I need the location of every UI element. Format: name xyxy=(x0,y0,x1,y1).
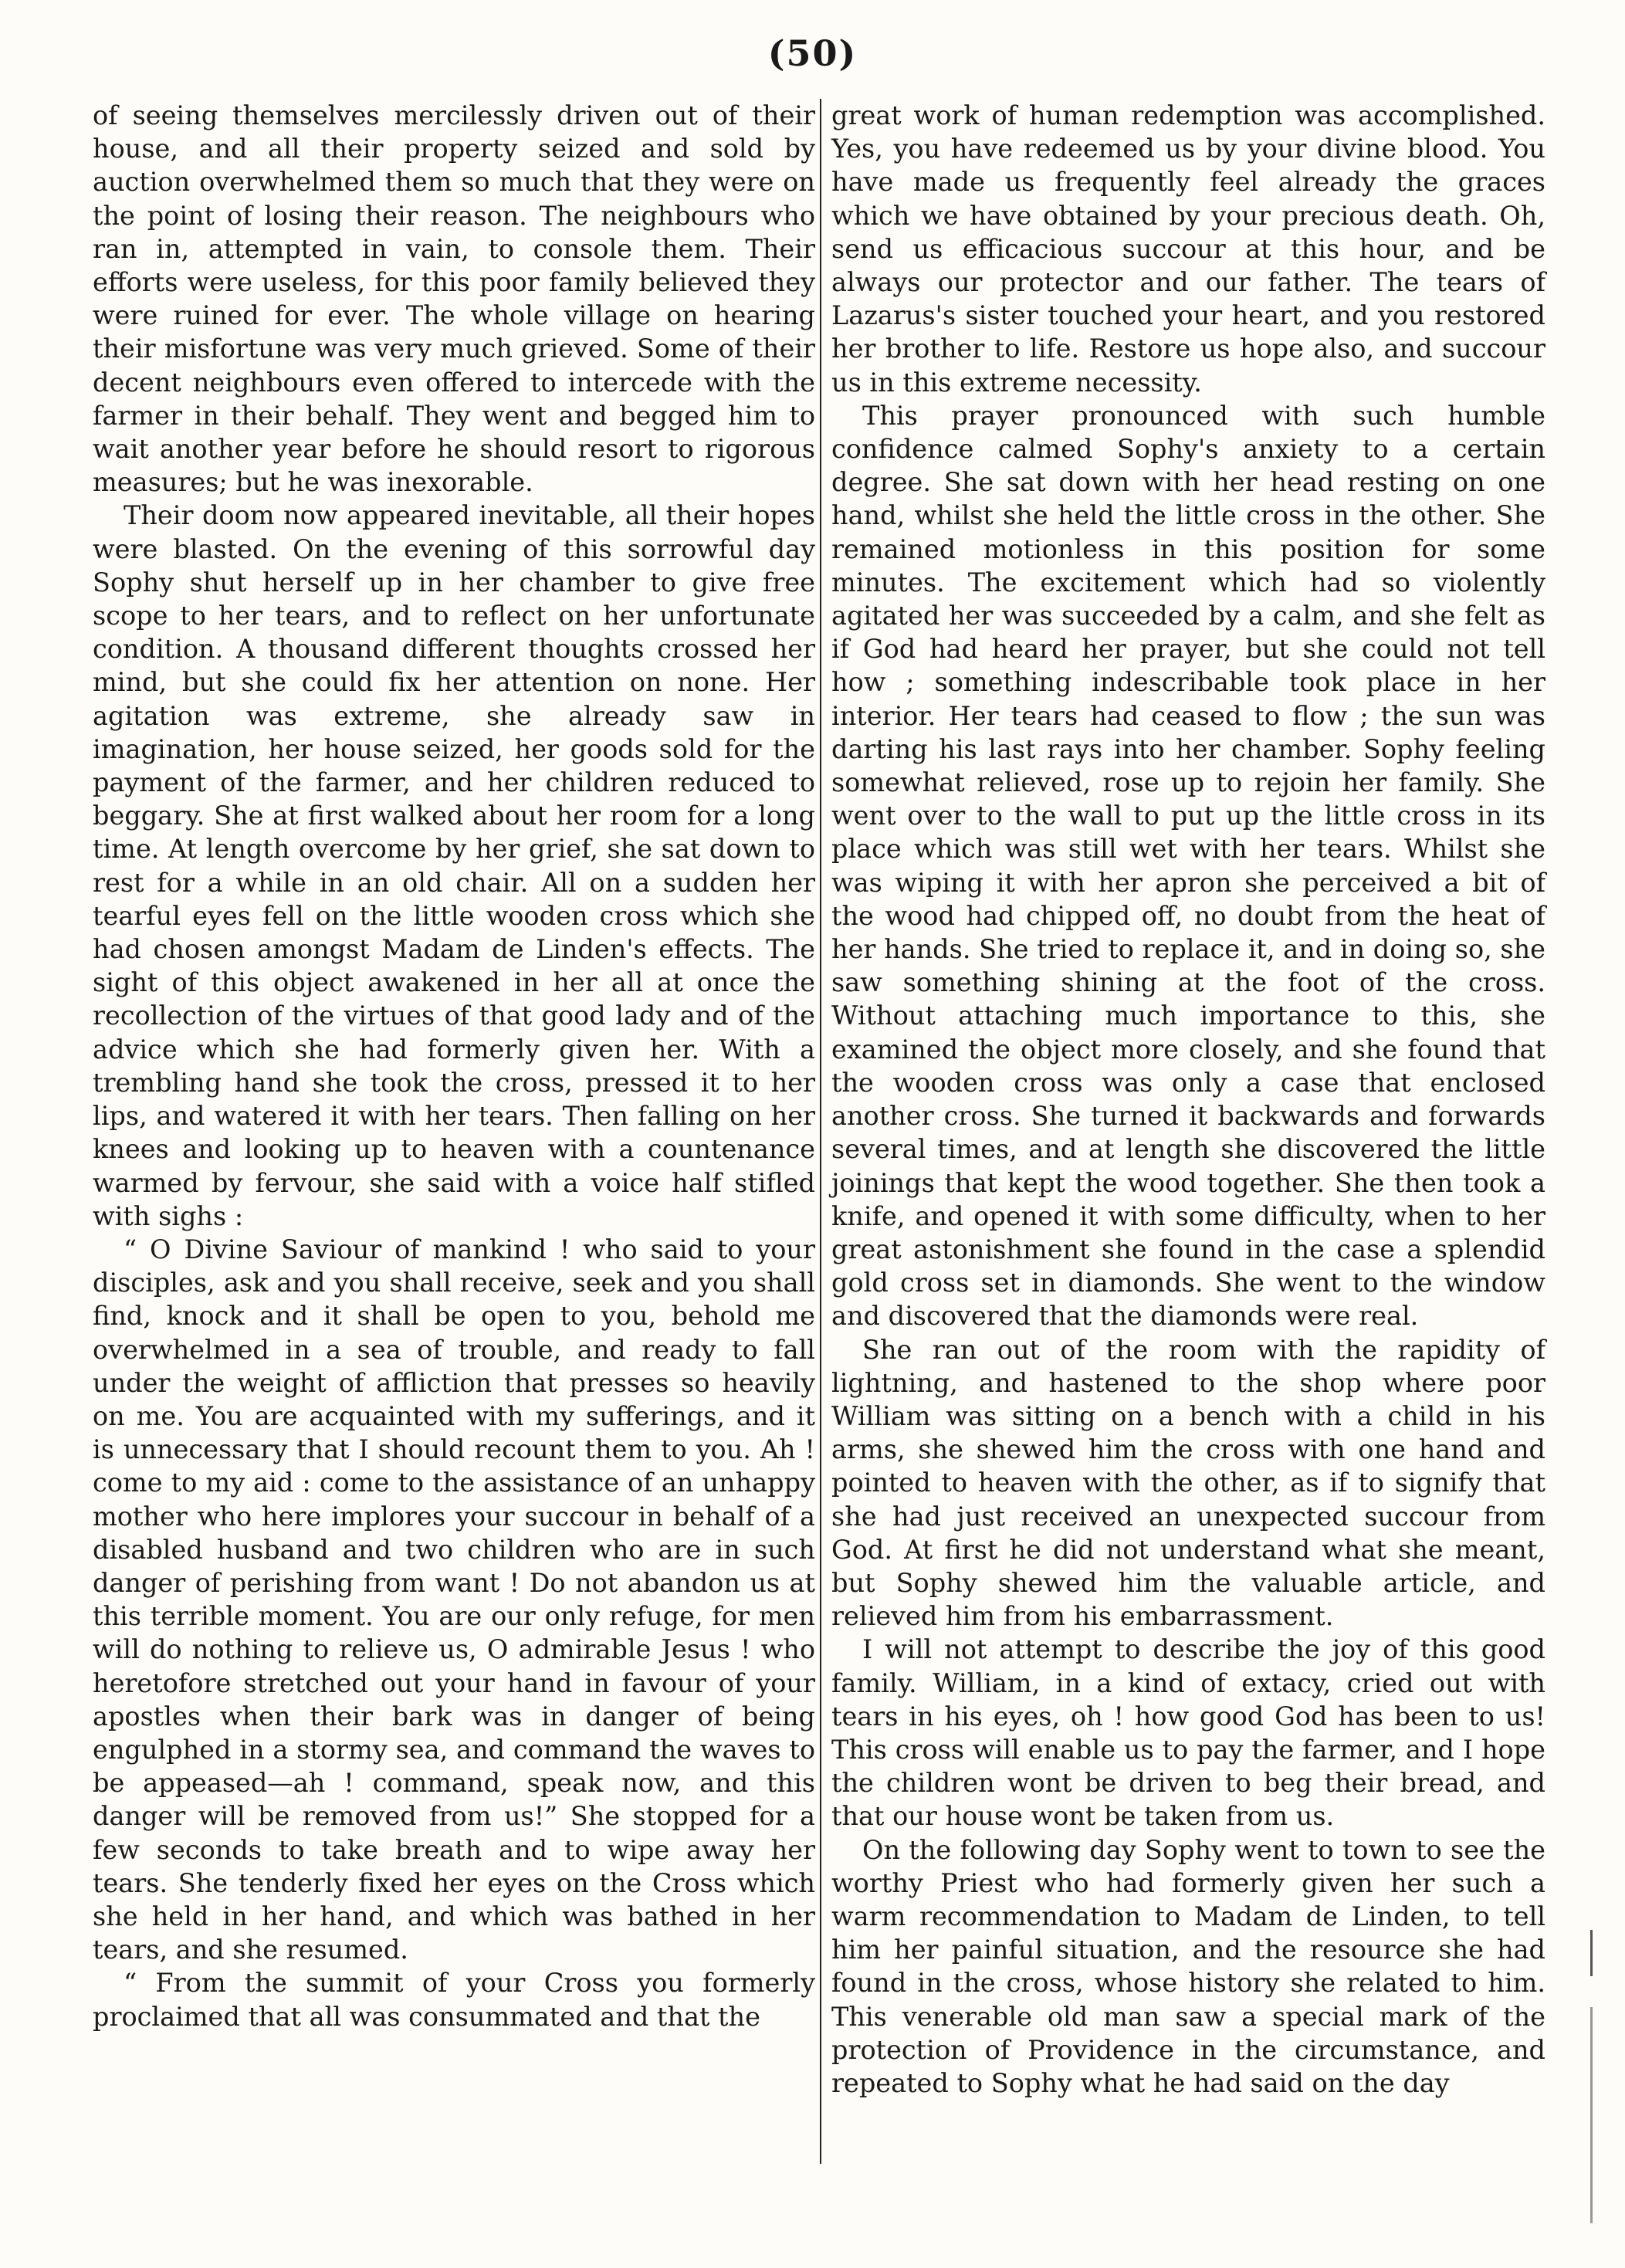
paragraph: “ O Divine Saviour of mankind ! who said to your disciples, ask and you shall receive, seek and you shall find, knock and it shall be open to you, behold me overwhelmed in a sea of trouble, and ready to fall under the weight of affliction that presses so heavily on me. You are acquainted with my sufferings, and it is unnecessary that I should recount them to you. Ah ! come to my aid : come to the assistance of an unhappy mother who here implores your succour in behalf of a disabled husband and two children who are in such danger of perishing from want ! Do not abandon us at this terrible moment. You are our only refuge, for men will do nothing to relieve us, O admirable Jesus ! who heretofore stretched out your hand in favour of your apostles when their bark was in danger of being engulphed in a stormy sea, and command the waves to be appeased—ah ! command, speak now, and this danger will be removed from us!” She stopped for a few seconds to take breath and to wipe away her tears. She tenderly fixed her eyes on the Cross which she held in her hand, and which was bathed in her tears, and she resumed. xyxy=(93,1234,815,1965)
margin-mark xyxy=(1590,1930,1593,1976)
paragraph: “ From the summit of your Cross you formerly proclaimed that all was consummated and that the xyxy=(93,1968,815,2032)
right-column xyxy=(831,99,1545,2100)
paragraph: I will not attempt to describe the joy of this good family. William, in a kind of extacy, cried out with tears in his eyes, oh ! how good God has been to us! This cross will enable us to pay the farmer, and I hope the children wont be driven to beg their bread, and that our house wont be taken from us. xyxy=(831,1634,1545,1832)
paragraph: She ran out of the room with the rapidity of lightning, and hastened to the shop where poor William was sitting on a bench with a child in his arms, she shewed him the cross with one hand and pointed to heaven with the other, as if to signify that she had just received an unexpected succour from God. At first he did not understand what she meant, but Sophy shewed him the valuable article, and relieved him from his embarrassment. xyxy=(831,1334,1545,1632)
column-divider xyxy=(820,99,821,2164)
paragraph: great work of human redemption was accomplished. Yes, you have redeemed us by your divine blood. You have made us frequently feel already the graces which we have obtained by your precious death. Oh, send us efficacious succour at this hour, and be always our protector and our father. The tears of Lazarus's sister touched your heart, and you restored her brother to life. Restore us hope also, and succour us in this extreme necessity. xyxy=(831,100,1545,398)
paragraph: of seeing themselves mercilessly driven out of their house, and all their property seized and sold by auction overwhelmed them so much that they were on the point of losing their reason. The neighbours who ran in, attempted in vain, to console them. Their efforts were useless, for this poor family believed they were ruined for ever. The whole village on hearing their misfortune was very much grieved. Some of their decent neighbours even offered to intercede with the farmer in their behalf. They went and begged him to wait another year before he should resort to rigorous measures; but he was inexorable. xyxy=(93,100,815,498)
paragraph: On the following day Sophy went to town to see the worthy Priest who had formerly given her such a warm recommendation to Madam de Linden, to tell him her painful situation, and the resource she had found in the cross, whose history she related to him. This venerable old man saw a special mark of the protection of Providence in the circumstance, and repeated to Sophy what he had said on the day xyxy=(831,1834,1545,2098)
left-column xyxy=(93,99,815,2033)
paragraph: This prayer pronounced with such humble confidence calmed Sophy's anxiety to a certain degree. She sat down with her head resting on one hand, whilst she held the little cross in the other. She remained motionless in this position for some minutes. The excitement which had so violently agitated her was succeeded by a calm, and she felt as if God had heard her prayer, but she could not tell how ; something indescribable took place in her interior. Her tears had ceased to flow ; the sun was darting his last rays into her chamber. Sophy feeling somewhat relieved, rose up to rejoin her family. She went over to the wall to put up the little cross in its place which was still wet with her tears. Whilst she was wiping it with her apron she perceived a bit of the wood had chipped off, no doubt from the heat of her hands. She tried to replace it, and in doing so, she saw something shining at the foot of the cross. Without attaching much importance to this, she examined the object more closely, and she found that the wooden cross was only a case that enclosed another cross. She turned it backwards and forwards several times, and at length she discovered the little joinings that kept the wood together. She then took a knife, and opened it with some difficulty, when to her great astonishment she found in the case a splendid gold cross set in diamonds. She went to the window and discovered that the diamonds were real. xyxy=(831,400,1546,1332)
page-number: (50) xyxy=(767,32,858,74)
margin-mark xyxy=(1590,2007,1593,2223)
paragraph: Their doom now appeared inevitable, all their hopes were blasted. On the evening of this sorrowful day Sophy shut herself up in her chamber to give free scope to her tears, and to reflect on her unfortunate condition. A thousand different thoughts crossed her mind, but she could fix her attention on none. Her agitation was extreme, she already saw in imagination, her house seized, her goods sold for the payment of the farmer, and her children reduced to beggary. She at first walked about her room for a long time. At length overcome by her grief, she sat down to rest for a while in an old chair. All on a sudden her tearful eyes fell on the little wooden cross which she had chosen amongst Madam de Linden's effects. The sight of this object awakened in her all at once the recollection of the virtues of that good lady and of the advice which she had formerly given her. With a trembling hand she took the cross, pressed it to her lips, and watered it with her tears. Then falling on her knees and looking up to heaven with a countenance warmed by fervour, she said with a voice half stifled with sighs : xyxy=(93,500,815,1231)
